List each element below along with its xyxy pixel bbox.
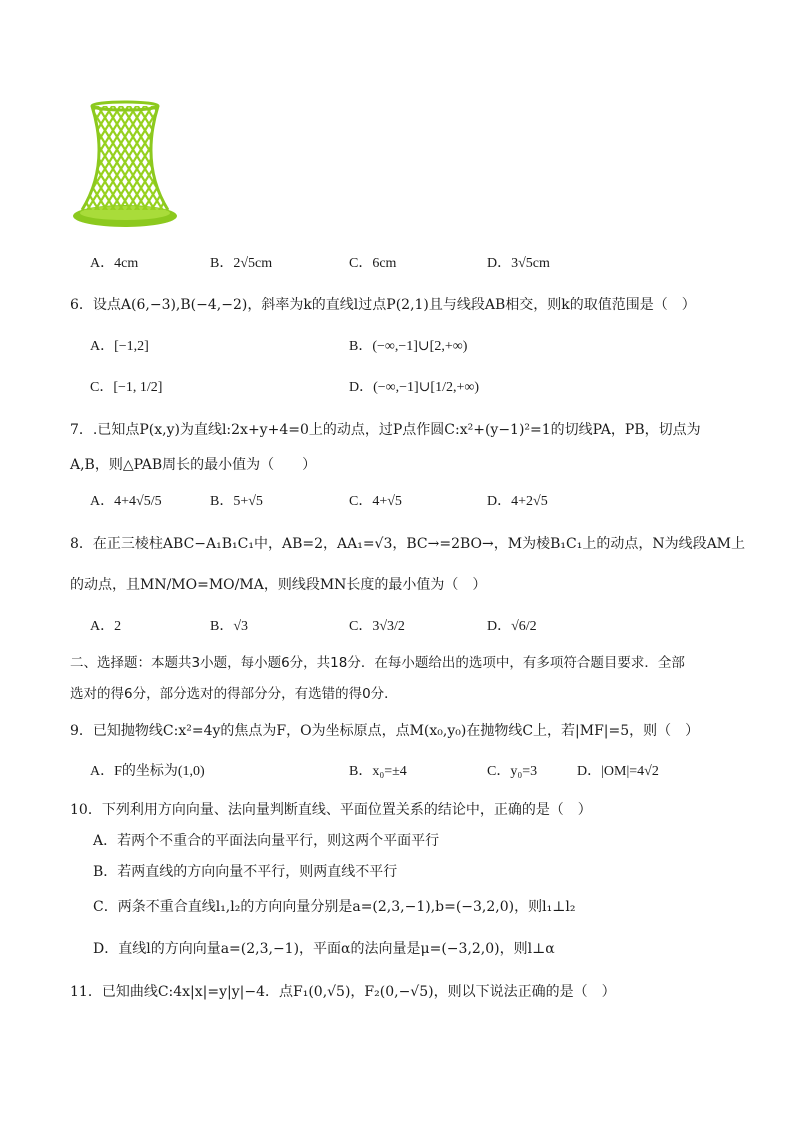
q8-option-b: B．√3 bbox=[210, 619, 249, 634]
q8-option-a: A．2 bbox=[90, 619, 122, 634]
lattice-line bbox=[70, 100, 116, 212]
q6-option-d: D．(−∞,−1]∪[1/2,+∞) bbox=[349, 380, 480, 395]
q6-option-b: B．(−∞,−1]∪[2,+∞) bbox=[349, 339, 468, 354]
lattice-line bbox=[174, 100, 180, 212]
q10-option-d: D．直线l的方向向量a=(2,3,−1)，平面α的法向量是μ=(−3,2,0)，则l⊥α bbox=[93, 941, 555, 957]
q6-stem: 6．设点A(6,−3),B(−4,−2)，斜率为k的直线l过点P(2,1)且与线段AB相交，则k的取值范围是（ ） bbox=[70, 297, 696, 313]
q9-option-c: C．y₀=3 bbox=[487, 764, 538, 779]
hyperboloid-basket-figure bbox=[70, 100, 180, 230]
q7-option-b: B．5+√5 bbox=[210, 494, 263, 509]
q7-stem-line2: A,B，则△PAB周长的最小值为（ ） bbox=[70, 457, 317, 473]
lattice-line bbox=[174, 100, 180, 212]
q8-stem-line2: 的动点，且MN/MO=MO/MA，则线段MN长度的最小值为（ ） bbox=[70, 577, 487, 593]
q10-option-a: A．若两个不重合的平面法向量平行，则这两个平面平行 bbox=[93, 833, 440, 849]
q8-stem: 8．在正三棱柱ABC−A₁B₁C₁中，AB=2，AA₁=√3，BC→=2BO→，M为棱B₁C₁上的动点，N为线段AM上 bbox=[70, 536, 746, 552]
q10-option-b: B．若两直线的方向向量不平行，则两直线不平行 bbox=[93, 864, 398, 880]
q6-option-c: C．[−1, 1/2] bbox=[90, 380, 163, 395]
section-2-header: 二、选择题：本题共3小题，每小题6分，共18分．在每小题给出的选项中，有多项符合题目要求．全部 bbox=[70, 655, 685, 671]
q10-option-c: C．两条不重合直线l₁,l₂的方向向量分别是a=(2,3,−1),b=(−3,2,0)，则l₁⊥l₂ bbox=[93, 899, 576, 915]
lattice-line bbox=[134, 100, 180, 212]
q11-stem: 11．已知曲线C:4x|x|=y|y|−4．点F₁(0,√5)，F₂(0,−√5)，则以下说法正确的是（ ） bbox=[70, 984, 616, 1000]
q5-option-a: A．4cm bbox=[90, 256, 139, 271]
q7-stem: 7．.已知点P(x,y)为直线l:2x+y+4=0上的动点，过P点作圆C:x²+(y−1)²=1的切线PA，PB，切点为 bbox=[70, 422, 701, 438]
lattice-line bbox=[134, 100, 180, 212]
section-2-header-line2: 选对的得6分，部分选对的得部分分，有选错的得0分． bbox=[70, 686, 398, 702]
q10-stem: 10．下列利用方向向量、法向量判断直线、平面位置关系的结论中，正确的是（ ） bbox=[70, 802, 592, 818]
q5-option-d: D．3√5cm bbox=[487, 256, 550, 271]
q5-option-c: C．6cm bbox=[349, 256, 397, 271]
q7-option-d: D．4+2√5 bbox=[487, 494, 548, 509]
q6-option-a: A．[−1,2] bbox=[90, 339, 149, 354]
q9-option-b: B．x₀=±4 bbox=[349, 764, 407, 779]
lattice-line bbox=[166, 100, 180, 212]
q9-option-d: D．|OM|=4√2 bbox=[577, 764, 659, 779]
q8-option-c: C．3√3/2 bbox=[349, 619, 405, 634]
q7-option-c: C．4+√5 bbox=[349, 494, 402, 509]
q5-option-b: B．2√5cm bbox=[210, 256, 273, 271]
q8-option-d: D．√6/2 bbox=[487, 619, 537, 634]
q9-stem: 9．已知抛物线C:x²=4y的焦点为F，O为坐标原点，点M(x₀,y₀)在抛物线C上，若|MF|=5，则（ ） bbox=[70, 723, 700, 739]
q7-option-a: A．4+4√5/5 bbox=[90, 494, 162, 509]
lattice-line bbox=[70, 100, 116, 212]
lattice-line bbox=[166, 100, 180, 212]
q9-option-a: A．F的坐标为(1,0) bbox=[90, 764, 205, 779]
